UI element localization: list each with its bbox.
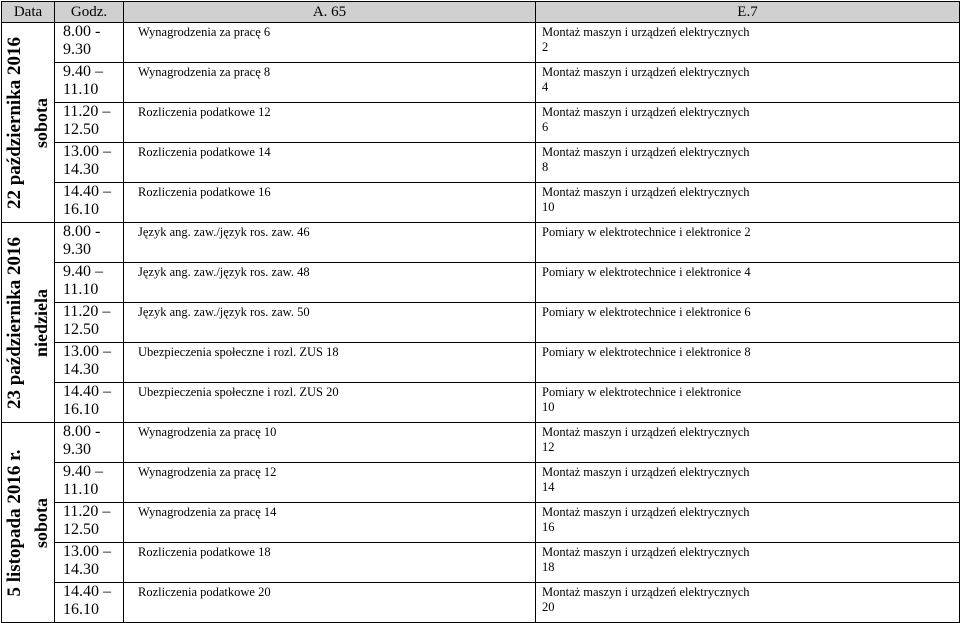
subject-e7-text: Montaż maszyn i urządzeń elektrycznych bbox=[542, 25, 750, 39]
subject-e7-number: 20 bbox=[542, 600, 555, 614]
subject-e7-text: Montaż maszyn i urządzeń elektrycznych bbox=[542, 585, 750, 599]
date-cell bbox=[2, 23, 55, 223]
table-row bbox=[2, 183, 960, 223]
time-cell bbox=[55, 303, 124, 343]
time-end: 9.30 bbox=[63, 41, 91, 58]
time-cell bbox=[55, 103, 124, 143]
subject-e7 bbox=[536, 583, 960, 623]
subject-a65 bbox=[124, 463, 536, 503]
time-cell bbox=[55, 543, 124, 583]
subject-e7 bbox=[536, 503, 960, 543]
subject-e7-number: 14 bbox=[542, 480, 555, 494]
time-cell bbox=[55, 23, 124, 63]
time-cell bbox=[55, 183, 124, 223]
time-start: 9.40 – bbox=[63, 263, 103, 280]
header-col-a: A. 65 bbox=[124, 2, 536, 23]
table-row bbox=[2, 503, 960, 543]
weekday-text: niedziela bbox=[31, 288, 51, 357]
header-row bbox=[2, 2, 960, 23]
subject-e7-number: 18 bbox=[542, 560, 555, 574]
time-cell bbox=[55, 503, 124, 543]
subject-a65-text: Rozliczenia podatkowe 20 bbox=[138, 585, 271, 599]
time-cell bbox=[55, 263, 124, 303]
subject-a65 bbox=[124, 383, 536, 423]
subject-a65 bbox=[124, 423, 536, 463]
time-end: 11.10 bbox=[63, 281, 99, 298]
subject-a65-text: Wynagrodzenia za pracę 14 bbox=[138, 505, 277, 519]
subject-e7-text: Montaż maszyn i urządzeń elektrycznych bbox=[542, 145, 750, 159]
date-cell bbox=[2, 223, 55, 423]
subject-e7-text: Pomiary w elektrotechnice i elektronice 8 bbox=[542, 345, 751, 359]
header-data: Data bbox=[2, 2, 55, 23]
schedule-table bbox=[1, 1, 960, 623]
subject-e7-text: Pomiary w elektrotechnice i elektronice 4 bbox=[542, 265, 751, 279]
subject-e7 bbox=[536, 303, 960, 343]
subject-a65 bbox=[124, 263, 536, 303]
date-text: 23 października 2016 bbox=[4, 236, 25, 409]
subject-e7-text: Montaż maszyn i urządzeń elektrycznych bbox=[542, 65, 750, 79]
subject-e7-text: Montaż maszyn i urządzeń elektrycznych bbox=[542, 505, 750, 519]
subject-e7 bbox=[536, 263, 960, 303]
subject-e7-text: Pomiary w elektrotechnice i elektronice bbox=[542, 385, 742, 399]
time-end: 16.10 bbox=[63, 601, 99, 618]
subject-e7-number: 2 bbox=[542, 40, 549, 54]
time-cell bbox=[55, 583, 124, 623]
date-label bbox=[1, 449, 55, 596]
time-start: 14.40 – bbox=[63, 183, 111, 200]
table-row bbox=[2, 63, 960, 103]
subject-a65 bbox=[124, 143, 536, 183]
subject-a65 bbox=[124, 103, 536, 143]
time-end: 11.10 bbox=[63, 81, 99, 98]
subject-a65-text: Ubezpieczenia społeczne i rozl. ZUS 20 bbox=[138, 385, 339, 399]
subject-e7 bbox=[536, 23, 960, 63]
subject-e7-text: Montaż maszyn i urządzeń elektrycznych bbox=[542, 545, 750, 559]
time-end: 11.10 bbox=[63, 481, 99, 498]
subject-e7-text: Montaż maszyn i urządzeń elektrycznych bbox=[542, 425, 750, 439]
weekday-text: sobota bbox=[31, 97, 51, 148]
table-row bbox=[2, 343, 960, 383]
time-start: 9.40 – bbox=[63, 63, 103, 80]
subject-a65-text: Ubezpieczenia społeczne i rozl. ZUS 18 bbox=[138, 345, 339, 359]
subject-a65-text: Rozliczenia podatkowe 18 bbox=[138, 545, 271, 559]
table-row bbox=[2, 383, 960, 423]
time-start: 13.00 – bbox=[63, 143, 111, 160]
subject-e7-number: 8 bbox=[542, 160, 549, 174]
subject-a65-text: Wynagrodzenia za pracę 6 bbox=[138, 25, 271, 39]
subject-e7-text: Pomiary w elektrotechnice i elektronice 6 bbox=[542, 305, 751, 319]
header-godz: Godz. bbox=[55, 2, 124, 23]
subject-e7-number: 12 bbox=[542, 440, 555, 454]
subject-e7-text: Pomiary w elektrotechnice i elektronice 2 bbox=[542, 225, 751, 239]
time-start: 8.00 - bbox=[63, 223, 101, 240]
table-row bbox=[2, 223, 960, 263]
subject-a65-text: Wynagrodzenia za pracę 8 bbox=[138, 65, 271, 79]
subject-a65 bbox=[124, 583, 536, 623]
subject-e7-number: 16 bbox=[542, 520, 555, 534]
subject-e7-text: Montaż maszyn i urządzeń elektrycznych bbox=[542, 465, 750, 479]
subject-a65-text: Język ang. zaw./język ros. zaw. 50 bbox=[138, 305, 310, 319]
subject-a65-text: Rozliczenia podatkowe 14 bbox=[138, 145, 271, 159]
time-cell bbox=[55, 63, 124, 103]
table-row bbox=[2, 143, 960, 183]
subject-e7 bbox=[536, 343, 960, 383]
table-row bbox=[2, 423, 960, 463]
subject-a65 bbox=[124, 343, 536, 383]
time-end: 16.10 bbox=[63, 201, 99, 218]
subject-e7 bbox=[536, 543, 960, 583]
subject-a65 bbox=[124, 223, 536, 263]
time-end: 12.50 bbox=[63, 521, 99, 538]
time-cell bbox=[55, 143, 124, 183]
date-text: 5 listopada 2016 r. bbox=[4, 448, 25, 597]
time-start: 14.40 – bbox=[63, 383, 111, 400]
time-start: 8.00 - bbox=[63, 423, 101, 440]
subject-a65 bbox=[124, 23, 536, 63]
subject-e7 bbox=[536, 63, 960, 103]
time-end: 12.50 bbox=[63, 321, 99, 338]
subject-e7 bbox=[536, 423, 960, 463]
time-start: 8.00 - bbox=[63, 23, 101, 40]
subject-e7-number: 10 bbox=[542, 200, 555, 214]
time-start: 11.20 – bbox=[63, 503, 111, 520]
time-start: 9.40 – bbox=[63, 463, 103, 480]
time-end: 14.30 bbox=[63, 361, 99, 378]
subject-a65-text: Rozliczenia podatkowe 12 bbox=[138, 105, 271, 119]
subject-a65 bbox=[124, 543, 536, 583]
subject-e7-text: Montaż maszyn i urządzeń elektrycznych bbox=[542, 105, 750, 119]
time-end: 14.30 bbox=[63, 161, 99, 178]
time-end: 9.30 bbox=[63, 441, 91, 458]
table-row bbox=[2, 463, 960, 503]
table-row bbox=[2, 23, 960, 63]
subject-a65-text: Język ang. zaw./język ros. zaw. 48 bbox=[138, 265, 310, 279]
subject-a65-text: Język ang. zaw./język ros. zaw. 46 bbox=[138, 225, 310, 239]
time-end: 16.10 bbox=[63, 401, 99, 418]
table-row bbox=[2, 263, 960, 303]
subject-e7 bbox=[536, 103, 960, 143]
time-start: 14.40 – bbox=[63, 583, 111, 600]
schedule-body bbox=[2, 23, 960, 623]
subject-a65-text: Wynagrodzenia za pracę 12 bbox=[138, 465, 277, 479]
date-cell bbox=[2, 423, 55, 623]
subject-e7 bbox=[536, 143, 960, 183]
subject-a65 bbox=[124, 63, 536, 103]
time-end: 9.30 bbox=[63, 241, 91, 258]
table-row bbox=[2, 543, 960, 583]
time-start: 11.20 – bbox=[63, 103, 111, 120]
header-col-e: E.7 bbox=[536, 2, 960, 23]
subject-e7-number: 4 bbox=[542, 80, 549, 94]
time-cell bbox=[55, 423, 124, 463]
subject-e7-text: Montaż maszyn i urządzeń elektrycznych bbox=[542, 185, 750, 199]
weekday-text: sobota bbox=[31, 497, 51, 548]
time-start: 13.00 – bbox=[63, 343, 111, 360]
subject-a65 bbox=[124, 303, 536, 343]
subject-e7 bbox=[536, 463, 960, 503]
time-cell bbox=[55, 383, 124, 423]
table-row bbox=[2, 583, 960, 623]
subject-e7 bbox=[536, 383, 960, 423]
subject-a65 bbox=[124, 503, 536, 543]
subject-e7-number: 6 bbox=[542, 120, 549, 134]
time-start: 11.20 – bbox=[63, 303, 111, 320]
table-row bbox=[2, 103, 960, 143]
time-cell bbox=[55, 463, 124, 503]
time-end: 12.50 bbox=[63, 121, 99, 138]
subject-e7 bbox=[536, 183, 960, 223]
subject-a65 bbox=[124, 183, 536, 223]
subject-a65-text: Wynagrodzenia za pracę 10 bbox=[138, 425, 277, 439]
time-cell bbox=[55, 343, 124, 383]
table-row bbox=[2, 303, 960, 343]
subject-e7-number: 10 bbox=[542, 400, 555, 414]
date-label bbox=[1, 36, 55, 208]
date-text: 22 października 2016 bbox=[4, 36, 25, 209]
subject-a65-text: Rozliczenia podatkowe 16 bbox=[138, 185, 271, 199]
time-cell bbox=[55, 223, 124, 263]
date-label bbox=[1, 236, 55, 408]
subject-e7 bbox=[536, 223, 960, 263]
time-end: 14.30 bbox=[63, 561, 99, 578]
time-start: 13.00 – bbox=[63, 543, 111, 560]
